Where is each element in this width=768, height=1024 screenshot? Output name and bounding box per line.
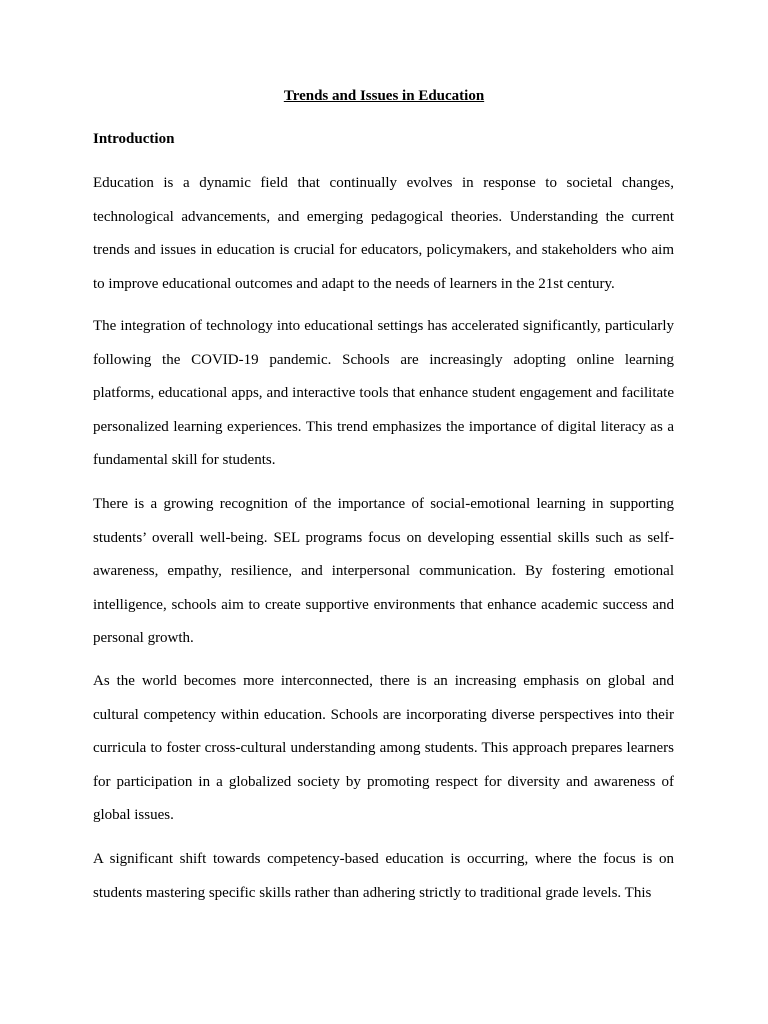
paragraph-1: Education is a dynamic field that continually evolves in response to societal changes, technological advancements, and emerging pedagogical theories. Understanding the current trends and issues in education is crucial for educators, policymakers, and stakeholders who aim to improve educational outcomes and adapt to the needs of learners in the 21st century.: [93, 175, 674, 292]
section-heading-introduction: Introduction: [93, 131, 175, 147]
paragraph-4: As the world becomes more interconnected, there is an increasing emphasis on global and cultural competency within education. Schools are incorporating diverse perspectives into their curricula to foster cross-cultural understanding among students. This approach prepares learners for participation in a globalized society by promoting respect for diversity and awareness of global issues.: [93, 673, 674, 823]
paragraph-5: A significant shift towards competency-based education is occurring, where the focus is on students mastering specific skills rather than adhering strictly to traditional grade levels. This: [93, 851, 674, 901]
paragraph-2: The integration of technology into educational settings has accelerated significantly, particularly following the COVID-19 pandemic. Schools are increasingly adopting online learning platforms, educational apps, and interactive tools that enhance student engagement and facilitate personalized learning experiences. This trend emphasizes the importance of digital literacy as a fundamental skill for students.: [93, 318, 674, 468]
document-title: Trends and Issues in Education: [283, 88, 485, 104]
paragraph-3: There is a growing recognition of the importance of social-emotional learning in supporting students’ overall well-being. SEL programs focus on developing essential skills such as self-awareness, empathy, resilience, and interpersonal communication. By fostering emotional intelligence, schools aim to create supportive environments that enhance academic success and personal growth.: [93, 496, 674, 646]
